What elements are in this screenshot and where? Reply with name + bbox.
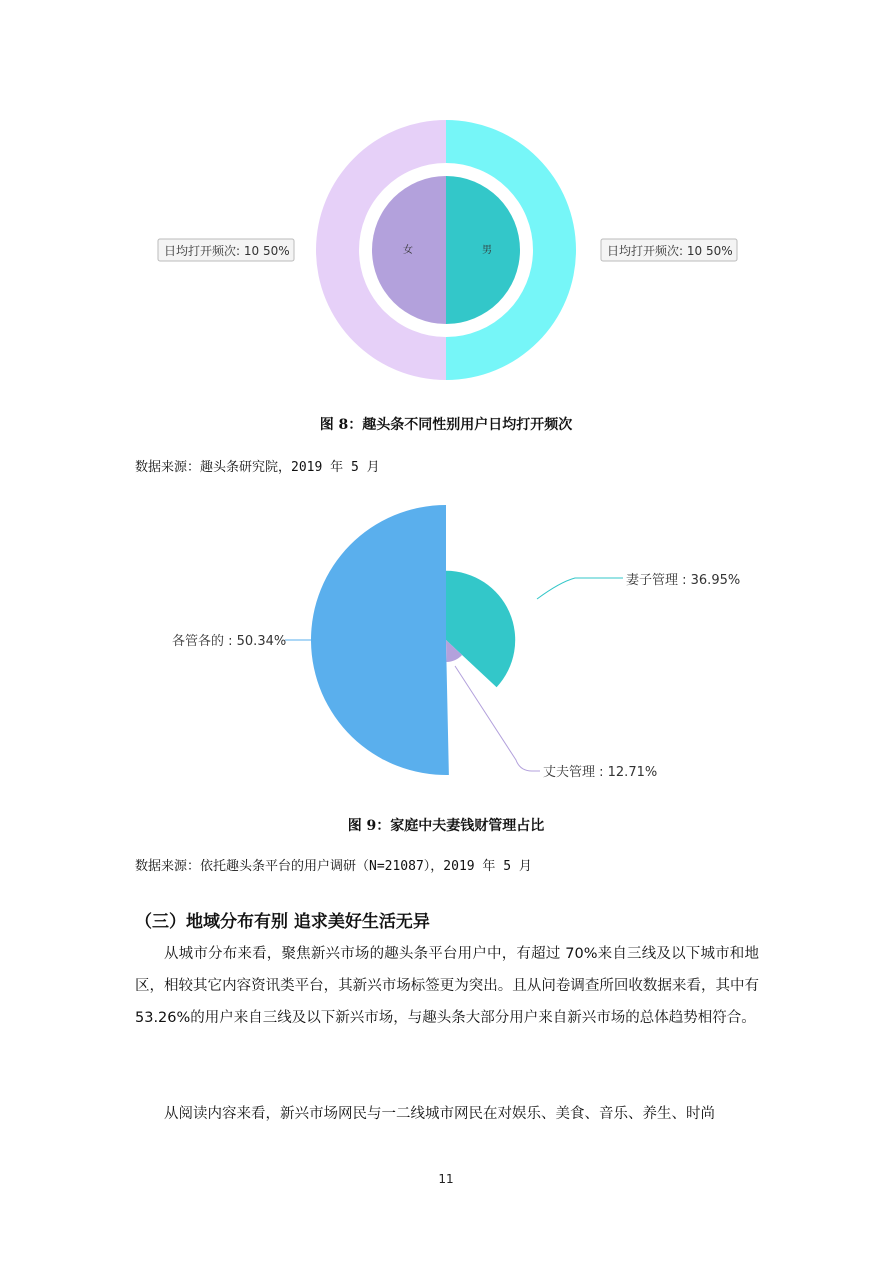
male-inner-label: 男 [482, 245, 492, 256]
male-tooltip-label: 日均打开频次: 10 50% [607, 244, 733, 258]
fig9-chart [0, 490, 892, 800]
page-number: 11 [438, 1172, 454, 1186]
fig8-chart [0, 0, 892, 400]
both-manage-slice [311, 505, 449, 775]
female-tooltip-label: 日均打开频次: 10 50% [164, 244, 290, 258]
wife-leader-line [537, 578, 623, 599]
fig8-caption: 图 8：趣头条不同性别用户日均打开频次 [319, 417, 573, 433]
wife-label: 妻子管理 : 36.95% [626, 573, 741, 588]
husband-label: 丈夫管理 : 12.71% [543, 765, 658, 780]
fig9-source: 数据来源：依托趣头条平台的用户调研（N=21087），2019 年 5 月 [135, 859, 532, 874]
paragraph-1: 从城市分布来看，聚焦新兴市场的趣头条平台用户中，有超过 70%来自三线及以下城市和地区，相较其它内容资讯类平台，其新兴市场标签更为突出。且从问卷调查所回收数据来看，其中有 53.26%的用户来自三线及以下新兴市场，与趣头条大部分用户来自新兴市场的总体趋势相符合。 [135, 946, 759, 1026]
wife-manage-slice [446, 571, 515, 687]
both-label: 各管各的 : 50.34% [172, 634, 287, 649]
fig9-caption: 图 9：家庭中夫妻钱财管理占比 [347, 818, 545, 834]
fig8-source: 数据来源：趣头条研究院，2019 年 5 月 [135, 460, 380, 475]
paragraph-2: 从阅读内容来看，新兴市场网民与一二线城市网民在对娱乐、美食、音乐、养生、时尚 [164, 1106, 715, 1122]
female-inner-label: 女 [403, 245, 413, 256]
section-heading: （三）地域分布有别 追求美好生活无异 [135, 912, 430, 932]
